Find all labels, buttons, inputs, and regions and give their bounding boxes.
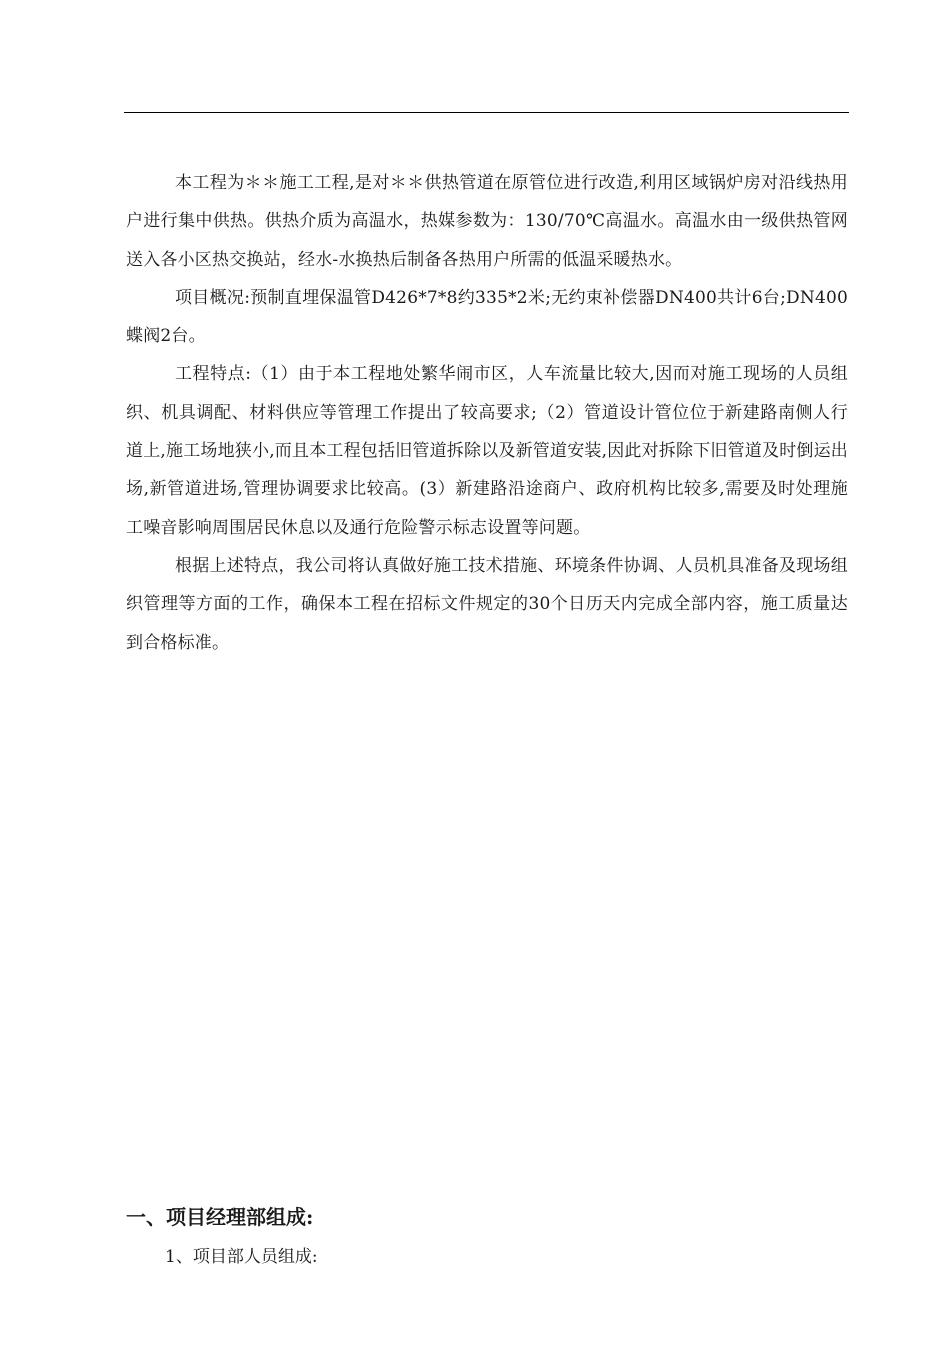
paragraph-project-features: 工程特点:（1）由于本工程地处繁华闹市区，人车流量比较大,因而对施工现场的人员组织、机具调配、材料供应等管理工作提出了较高要求;（2）管道设计管位位于新建路南侧人行道上,施工场地狭小,而且本工程包括旧管道拆除以及新管道安装,因此对拆除下旧管道及时倒运出场,新管道进场,管理协调要求比较高。(3）新建路沿途商户、政府机构比较多,需要及时处理施工噪音影响周围居民休息以及通行危险警示标志设置等问题。 — [126, 364, 849, 538]
header-rule — [124, 112, 849, 113]
sub-heading: 1、项目部人员组成: — [165, 1247, 318, 1267]
body-text — [126, 164, 848, 662]
paragraph-project-intro: 本工程为＊＊施工工程,是对＊＊供热管道在原管位进行改造,利用区域锅炉房对沿线热用户进行集中供热。供热介质为高温水，热媒参数为：130/70℃高温水。高温水由一级供热管网送入各小区热交换站，经水-水换热后制备各热用户所需的低温采暖热水。 — [126, 173, 848, 270]
paragraph-project-overview: 项目概况:预制直埋保温管D426*7*8约335*2米;无约束补偿器DN400共计6台;DN400蝶阀2台。 — [126, 287, 848, 347]
section-heading: 一、项目经理部组成: — [126, 1205, 314, 1229]
paragraph-company-commitment: 根据上述特点，我公司将认真做好施工技术措施、环境条件协调、人员机具准备及现场组织管理等方面的工作，确保本工程在招标文件规定的30个日历天内完成全部内容，施工质量达到合格标准。 — [126, 555, 848, 653]
